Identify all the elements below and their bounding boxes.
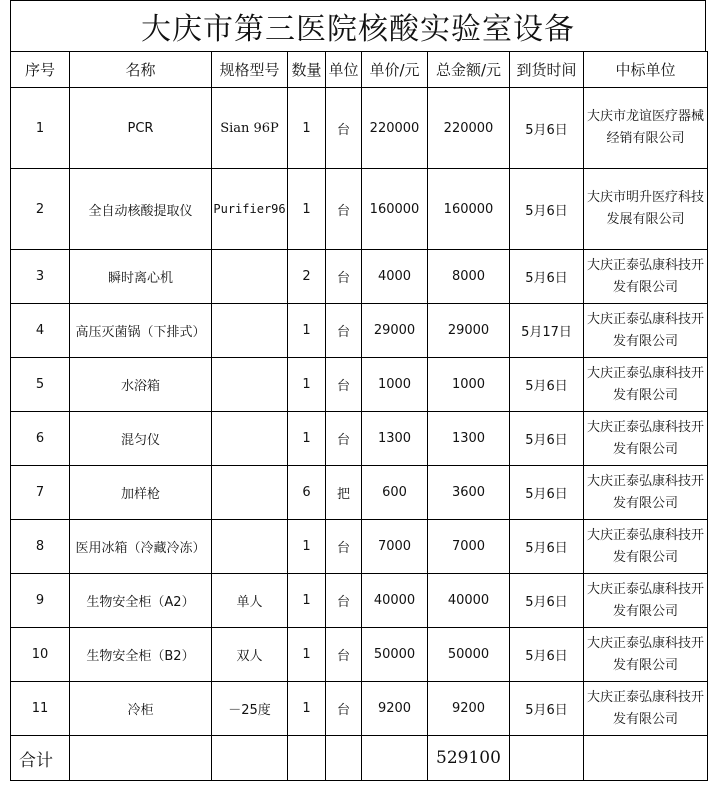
total-empty-cell[interactable]: [288, 736, 326, 781]
total-empty-cell[interactable]: [584, 736, 708, 781]
cell-qty[interactable]: 1: [288, 574, 326, 628]
cell-no[interactable]: 7: [11, 466, 70, 520]
total-empty-cell[interactable]: [362, 736, 428, 781]
cell-qty[interactable]: 6: [288, 466, 326, 520]
cell-name[interactable]: 冷柜: [70, 682, 212, 736]
cell-total[interactable]: 1300: [428, 412, 510, 466]
cell-unit[interactable]: 台: [326, 250, 362, 304]
cell-supplier[interactable]: 大庆正泰弘康科技开发有限公司: [584, 466, 708, 520]
cell-supplier[interactable]: 大庆正泰弘康科技开发有限公司: [584, 412, 708, 466]
cell-supplier[interactable]: 大庆正泰弘康科技开发有限公司: [584, 574, 708, 628]
cell-no[interactable]: 2: [11, 169, 70, 250]
cell-no[interactable]: 4: [11, 304, 70, 358]
cell-supplier[interactable]: 大庆正泰弘康科技开发有限公司: [584, 250, 708, 304]
header-row: [11, 52, 708, 88]
cell-total[interactable]: 7000: [428, 520, 510, 574]
cell-price[interactable]: 1300: [362, 412, 428, 466]
header-cell-date[interactable]: 到货时间: [510, 52, 584, 88]
cell-price[interactable]: 1000: [362, 358, 428, 412]
cell-supplier[interactable]: 大庆正泰弘康科技开发有限公司: [584, 628, 708, 682]
equipment-table: [10, 51, 708, 781]
cell-unit[interactable]: 台: [326, 169, 362, 250]
table-row: [11, 304, 708, 358]
cell-spec[interactable]: Sian 96P: [212, 88, 288, 169]
cell-total[interactable]: 8000: [428, 250, 510, 304]
cell-date[interactable]: 5月6日: [510, 466, 584, 520]
cell-price[interactable]: 220000: [362, 88, 428, 169]
cell-price[interactable]: 4000: [362, 250, 428, 304]
total-empty-cell[interactable]: [212, 736, 288, 781]
cell-date[interactable]: 5月6日: [510, 88, 584, 169]
header-cell-supplier[interactable]: 中标单位: [584, 52, 708, 88]
cell-name[interactable]: 全自动核酸提取仪: [70, 169, 212, 250]
cell-total[interactable]: 220000: [428, 88, 510, 169]
sheet-title: 大庆市第三医院核酸实验室设备: [10, 0, 706, 51]
cell-price[interactable]: 40000: [362, 574, 428, 628]
header-cell-total[interactable]: 总金额/元: [428, 52, 510, 88]
header-cell-qty[interactable]: 数量: [288, 52, 326, 88]
cell-name[interactable]: 医用冰箱（冷藏冷冻）: [70, 520, 212, 574]
cell-no[interactable]: 9: [11, 574, 70, 628]
cell-total[interactable]: 29000: [428, 304, 510, 358]
cell-date[interactable]: 5月17日: [510, 304, 584, 358]
table-row: [11, 88, 708, 169]
table-row: [11, 412, 708, 466]
table-row: [11, 682, 708, 736]
header-cell-no[interactable]: 序号: [11, 52, 70, 88]
cell-unit[interactable]: 把: [326, 466, 362, 520]
cell-spec[interactable]: 单人: [212, 574, 288, 628]
cell-qty[interactable]: 1: [288, 520, 326, 574]
cell-name[interactable]: 高压灭菌锅（下排式）: [70, 304, 212, 358]
cell-no[interactable]: 10: [11, 628, 70, 682]
cell-name[interactable]: PCR: [70, 88, 212, 169]
cell-spec[interactable]: Purifier96: [212, 169, 288, 250]
cell-price[interactable]: 50000: [362, 628, 428, 682]
cell-price[interactable]: 160000: [362, 169, 428, 250]
cell-total[interactable]: 9200: [428, 682, 510, 736]
cell-unit[interactable]: 台: [326, 520, 362, 574]
cell-supplier[interactable]: 大庆正泰弘康科技开发有限公司: [584, 358, 708, 412]
cell-supplier[interactable]: 大庆正泰弘康科技开发有限公司: [584, 682, 708, 736]
cell-spec[interactable]: [212, 250, 288, 304]
cell-spec[interactable]: [212, 412, 288, 466]
cell-spec[interactable]: [212, 358, 288, 412]
cell-spec[interactable]: －25度: [212, 682, 288, 736]
header-cell-spec[interactable]: 规格型号: [212, 52, 288, 88]
cell-name[interactable]: 加样枪: [70, 466, 212, 520]
cell-unit[interactable]: 台: [326, 88, 362, 169]
cell-price[interactable]: 29000: [362, 304, 428, 358]
cell-date[interactable]: 5月6日: [510, 250, 584, 304]
total-label[interactable]: 合计: [11, 736, 70, 781]
cell-qty[interactable]: 1: [288, 88, 326, 169]
cell-date[interactable]: 5月6日: [510, 520, 584, 574]
cell-supplier[interactable]: 大庆市明升医疗科技发展有限公司: [584, 169, 708, 250]
total-row: [11, 736, 708, 781]
cell-qty[interactable]: 2: [288, 250, 326, 304]
cell-date[interactable]: 5月6日: [510, 358, 584, 412]
cell-no[interactable]: 6: [11, 412, 70, 466]
cell-qty[interactable]: 1: [288, 682, 326, 736]
table-row: [11, 169, 708, 250]
cell-qty[interactable]: 1: [288, 412, 326, 466]
total-empty-cell[interactable]: [510, 736, 584, 781]
cell-total[interactable]: 1000: [428, 358, 510, 412]
cell-total[interactable]: 160000: [428, 169, 510, 250]
cell-price[interactable]: 9200: [362, 682, 428, 736]
cell-no[interactable]: 5: [11, 358, 70, 412]
cell-spec[interactable]: [212, 466, 288, 520]
cell-unit[interactable]: 台: [326, 412, 362, 466]
cell-no[interactable]: 11: [11, 682, 70, 736]
header-cell-unit[interactable]: 单位: [326, 52, 362, 88]
cell-date[interactable]: 5月6日: [510, 412, 584, 466]
cell-unit[interactable]: 台: [326, 628, 362, 682]
cell-date[interactable]: 5月6日: [510, 628, 584, 682]
cell-name[interactable]: 瞬时离心机: [70, 250, 212, 304]
table-row: [11, 466, 708, 520]
cell-qty[interactable]: 1: [288, 169, 326, 250]
table-row: [11, 574, 708, 628]
cell-total[interactable]: 3600: [428, 466, 510, 520]
cell-spec[interactable]: [212, 304, 288, 358]
cell-date[interactable]: 5月6日: [510, 682, 584, 736]
cell-qty[interactable]: 1: [288, 628, 326, 682]
cell-no[interactable]: 1: [11, 88, 70, 169]
cell-name[interactable]: 水浴箱: [70, 358, 212, 412]
cell-supplier[interactable]: 大庆市龙谊医疗器械经销有限公司: [584, 88, 708, 169]
cell-supplier[interactable]: 大庆正泰弘康科技开发有限公司: [584, 304, 708, 358]
cell-unit[interactable]: 台: [326, 574, 362, 628]
cell-name[interactable]: 生物安全柜（B2）: [70, 628, 212, 682]
header-cell-price[interactable]: 单价/元: [362, 52, 428, 88]
header-cell-name[interactable]: 名称: [70, 52, 212, 88]
table-row: [11, 358, 708, 412]
cell-supplier[interactable]: 大庆正泰弘康科技开发有限公司: [584, 520, 708, 574]
table-row: [11, 520, 708, 574]
table-row: [11, 628, 708, 682]
cell-qty[interactable]: 1: [288, 358, 326, 412]
cell-total[interactable]: 40000: [428, 574, 510, 628]
total-empty-cell[interactable]: [70, 736, 212, 781]
cell-date[interactable]: 5月6日: [510, 169, 584, 250]
cell-spec[interactable]: [212, 520, 288, 574]
table-row: [11, 250, 708, 304]
cell-qty[interactable]: 1: [288, 304, 326, 358]
total-amount[interactable]: 529100: [428, 736, 510, 781]
cell-unit[interactable]: 台: [326, 682, 362, 736]
cell-unit[interactable]: 台: [326, 304, 362, 358]
cell-name[interactable]: 生物安全柜（A2）: [70, 574, 212, 628]
cell-date[interactable]: 5月6日: [510, 574, 584, 628]
cell-no[interactable]: 8: [11, 520, 70, 574]
total-empty-cell[interactable]: [326, 736, 362, 781]
cell-total[interactable]: 50000: [428, 628, 510, 682]
cell-price[interactable]: 7000: [362, 520, 428, 574]
cell-unit[interactable]: 台: [326, 358, 362, 412]
cell-name[interactable]: 混匀仪: [70, 412, 212, 466]
cell-price[interactable]: 600: [362, 466, 428, 520]
cell-no[interactable]: 3: [11, 250, 70, 304]
cell-spec[interactable]: 双人: [212, 628, 288, 682]
